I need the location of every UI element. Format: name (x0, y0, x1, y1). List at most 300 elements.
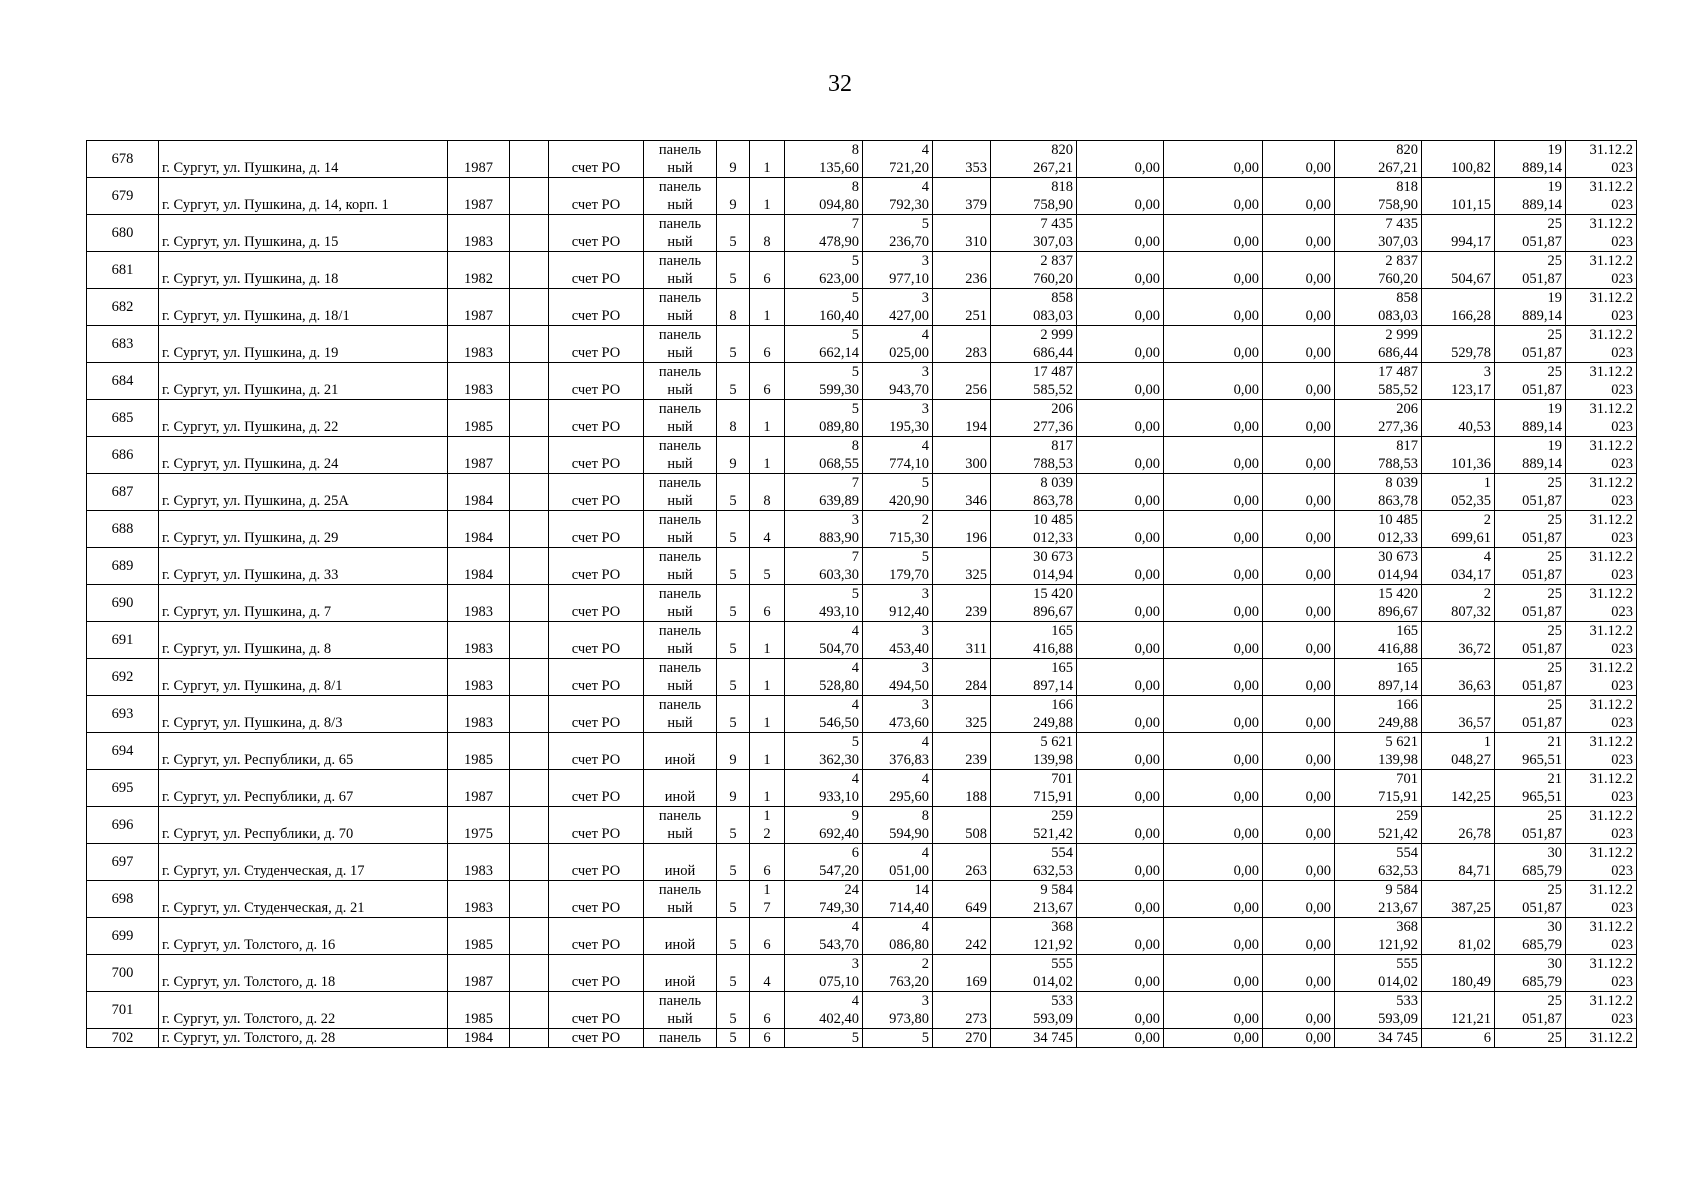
cell-line: 594,90 (889, 826, 929, 842)
cell-area-total (785, 881, 863, 918)
cell-v3: 0,00 (1263, 400, 1335, 437)
cell-v2: 0,00 (1164, 585, 1263, 622)
cell-entrances (750, 881, 785, 918)
cell-line: 023 (1611, 382, 1633, 398)
cell-line: 504,70 (819, 641, 859, 657)
cell-fund: счет РО (549, 659, 644, 696)
cell-cost (991, 844, 1077, 881)
cell-cost (991, 400, 1077, 437)
cell-line: 528,80 (819, 678, 859, 694)
cell-fund: счет РО (549, 696, 644, 733)
cell-fund: счет РО (549, 511, 644, 548)
cell-line: 376,83 (889, 752, 929, 768)
cell-entrances (750, 178, 785, 215)
cell-line: панель (658, 475, 702, 491)
cell-line: 012,33 (1378, 530, 1418, 546)
cell-v1: 0,00 (1077, 659, 1164, 696)
cell-floors: 5 (717, 474, 750, 511)
cell-fund: счет РО (549, 215, 644, 252)
cell-blank (510, 511, 549, 548)
cell-unit (1422, 289, 1495, 326)
cell-line: 81,02 (1458, 937, 1491, 953)
cell-line: 19 (1547, 290, 1562, 306)
cell-line (753, 363, 781, 381)
cell-line: 259 (1396, 808, 1418, 824)
cell-line: 31.12.2 (1589, 290, 1633, 306)
cell-area-total (785, 955, 863, 992)
cell-residents: 508 (933, 807, 991, 844)
cell-v1: 0,00 (1077, 992, 1164, 1029)
cell-entrances (750, 141, 785, 178)
cell-date (1566, 141, 1637, 178)
cell-line (1425, 252, 1491, 270)
cell-no: 699 (87, 918, 159, 955)
cell-line: 427,00 (889, 308, 929, 324)
cell-blank (510, 770, 549, 807)
cell-material (644, 881, 717, 918)
cell-line (1425, 881, 1491, 899)
cell-line: 7 (763, 900, 771, 916)
cell-v2: 0,00 (1164, 733, 1263, 770)
cell-line: 6 (763, 937, 771, 953)
cell-line: ный (667, 900, 693, 916)
cell-entrances (750, 289, 785, 326)
cell-line (753, 252, 781, 270)
cell-line: панель (658, 660, 702, 676)
cell-total (1335, 918, 1422, 955)
cell-address: г. Сургут, ул. Пушкина, д. 22 (159, 400, 448, 437)
cell-address: г. Сургут, ул. Пушкина, д. 25А (159, 474, 448, 511)
cell-blank (510, 622, 549, 659)
cell-blank (510, 178, 549, 215)
cell-area-living (863, 474, 933, 511)
cell-line: 820 (1051, 142, 1073, 158)
cell-line: 023 (1611, 826, 1633, 842)
cell-residents: 270 (933, 1029, 991, 1048)
cell-address: г. Сургут, ул. Пушкина, д. 14 (159, 141, 448, 178)
table-row (87, 622, 1637, 659)
cell-line: 31.12.2 (1589, 512, 1633, 528)
cell-v3: 0,00 (1263, 437, 1335, 474)
cell-total (1335, 733, 1422, 770)
cell-year: 1982 (448, 252, 510, 289)
cell-material (644, 252, 717, 289)
cell-line: 051,00 (889, 863, 929, 879)
cell-line: 179,70 (889, 567, 929, 583)
cell-area-total (785, 215, 863, 252)
cell-line: 5 (851, 327, 859, 343)
cell-line (1425, 918, 1491, 936)
cell-blank (510, 141, 549, 178)
cell-line: 023 (1611, 789, 1633, 805)
cell-floors: 5 (717, 807, 750, 844)
cell-line: ный (667, 604, 693, 620)
cell-cost (991, 770, 1077, 807)
cell-date (1566, 511, 1637, 548)
cell-blank (510, 844, 549, 881)
cell-v1: 0,00 (1077, 215, 1164, 252)
cell-line: 023 (1611, 160, 1633, 176)
cell-address: г. Сургут, ул. Пушкина, д. 18 (159, 252, 448, 289)
cell-no: 680 (87, 215, 159, 252)
cell-line (647, 918, 713, 936)
cell-line: 3 (921, 586, 929, 602)
cell-line: 6 (763, 271, 771, 287)
cell-line (753, 437, 781, 455)
cell-v2: 0,00 (1164, 511, 1263, 548)
cell-line: 094,80 (819, 197, 859, 213)
cell-limit (1495, 326, 1566, 363)
cell-line: 4 (921, 734, 929, 750)
cell-line: 5 (763, 567, 771, 583)
cell-line: 7 (851, 475, 859, 491)
cell-line: 807,32 (1451, 604, 1491, 620)
cell-line: панель (658, 882, 702, 898)
cell-line: 166 (1396, 697, 1418, 713)
cell-floors: 5 (717, 215, 750, 252)
cell-line: 5 (851, 401, 859, 417)
cell-material (644, 141, 717, 178)
cell-line: 26,78 (1458, 826, 1491, 842)
cell-line: ный (667, 493, 693, 509)
cell-line: 623,00 (819, 271, 859, 287)
cell-line (753, 400, 781, 418)
cell-fund: счет РО (549, 992, 644, 1029)
cell-line: 686,44 (1033, 345, 1073, 361)
cell-line: 142,25 (1451, 789, 1491, 805)
cell-line: 3 (921, 364, 929, 380)
cell-v1: 0,00 (1077, 252, 1164, 289)
cell-line: 30 (1547, 919, 1562, 935)
cell-line (753, 733, 781, 751)
cell-line: панель (658, 512, 702, 528)
cell-area-living (863, 437, 933, 474)
table-row (87, 178, 1637, 215)
cell-line: 1 (1483, 734, 1491, 750)
cell-blank (510, 326, 549, 363)
cell-line: 267,21 (1033, 160, 1073, 176)
cell-area-living (863, 770, 933, 807)
cell-v3: 0,00 (1263, 178, 1335, 215)
cell-line: 402,40 (819, 1011, 859, 1027)
cell-unit (1422, 696, 1495, 733)
cell-line: 023 (1611, 345, 1633, 361)
cell-floors: 5 (717, 992, 750, 1029)
cell-line (1425, 215, 1491, 233)
cell-line: 8 (851, 142, 859, 158)
cell-line: 051,87 (1522, 604, 1562, 620)
cell-v3: 0,00 (1263, 733, 1335, 770)
cell-area-living (863, 252, 933, 289)
cell-limit (1495, 807, 1566, 844)
cell-blank (510, 585, 549, 622)
cell-line: 259 (1051, 808, 1073, 824)
cell-line: 31.12.2 (1589, 549, 1633, 565)
cell-floors: 9 (717, 141, 750, 178)
cell-area-total (785, 437, 863, 474)
cell-floors: 8 (717, 400, 750, 437)
cell-v2: 0,00 (1164, 363, 1263, 400)
cell-line (1425, 844, 1491, 862)
cell-blank (510, 918, 549, 955)
cell-v2: 0,00 (1164, 622, 1263, 659)
cell-v2: 0,00 (1164, 437, 1263, 474)
cell-cost (991, 474, 1077, 511)
cell-entrances (750, 437, 785, 474)
cell-line: 933,10 (819, 789, 859, 805)
cell-no: 700 (87, 955, 159, 992)
cell-line: 9 584 (1040, 882, 1073, 898)
cell-line: ный (667, 160, 693, 176)
cell-line: иной (664, 937, 696, 953)
cell-line: 014,94 (1378, 567, 1418, 583)
cell-cost (991, 252, 1077, 289)
cell-line: 3 (921, 290, 929, 306)
cell-v1: 0,00 (1077, 363, 1164, 400)
cell-line: 5 (921, 216, 929, 232)
cell-total (1335, 696, 1422, 733)
cell-line: 529,78 (1451, 345, 1491, 361)
cell-line: ный (667, 345, 693, 361)
cell-area-living (863, 215, 933, 252)
cell-line: 30 673 (1378, 549, 1418, 565)
cell-floors: 5 (717, 363, 750, 400)
cell-line (1425, 141, 1491, 159)
cell-line: 023 (1611, 419, 1633, 435)
cell-cost (991, 622, 1077, 659)
cell-line: 599,30 (819, 382, 859, 398)
cell-line: 051,87 (1522, 678, 1562, 694)
cell-material (644, 807, 717, 844)
cell-line: 15 420 (1378, 586, 1418, 602)
cell-unit (1422, 992, 1495, 1029)
cell-line: 533 (1051, 993, 1073, 1009)
cell-address: г. Сургут, ул. Толстого, д. 28 (159, 1029, 448, 1048)
cell-line: 84,71 (1458, 863, 1491, 879)
cell-total (1335, 622, 1422, 659)
cell-line: 453,40 (889, 641, 929, 657)
cell-line: 3 (921, 401, 929, 417)
cell-line: 774,10 (889, 456, 929, 472)
cell-line: 4 (921, 845, 929, 861)
cell-date (1566, 548, 1637, 585)
cell-total (1335, 770, 1422, 807)
cell-line (753, 215, 781, 233)
cell-line: 7 435 (1385, 216, 1418, 232)
cell-floors: 5 (717, 326, 750, 363)
cell-line: 9 584 (1385, 882, 1418, 898)
cell-unit (1422, 733, 1495, 770)
cell-line: 034,17 (1451, 567, 1491, 583)
cell-floors: 5 (717, 881, 750, 918)
cell-v3: 0,00 (1263, 992, 1335, 1029)
cell-line: 052,35 (1451, 493, 1491, 509)
cell-line: 19 (1547, 142, 1562, 158)
cell-limit (1495, 733, 1566, 770)
cell-floors: 5 (717, 511, 750, 548)
cell-line: 31.12.2 (1589, 179, 1633, 195)
cell-line: 014,02 (1033, 974, 1073, 990)
cell-blank (510, 363, 549, 400)
cell-line: 8 039 (1040, 475, 1073, 491)
cell-no: 697 (87, 844, 159, 881)
cell-line: панель (658, 401, 702, 417)
cell-line: 555 (1051, 956, 1073, 972)
cell-area-total (785, 474, 863, 511)
cell-line: ный (667, 567, 693, 583)
cell-v2: 0,00 (1164, 955, 1263, 992)
cell-line: 4 (851, 697, 859, 713)
cell-area-living (863, 622, 933, 659)
cell-line: 701 (1396, 771, 1418, 787)
cell-line: панель (658, 253, 702, 269)
cell-v3: 0,00 (1263, 844, 1335, 881)
cell-line: 555 (1396, 956, 1418, 972)
cell-line: 9 (851, 808, 859, 824)
cell-line: 166,28 (1451, 308, 1491, 324)
cell-v2: 0,00 (1164, 252, 1263, 289)
cell-line: 897,14 (1033, 678, 1073, 694)
cell-line: 5 (921, 549, 929, 565)
cell-line: 5 (851, 253, 859, 269)
cell-cost (991, 585, 1077, 622)
cell-line (1425, 807, 1491, 825)
cell-line (753, 992, 781, 1010)
cell-area-total (785, 992, 863, 1029)
cell-material (644, 844, 717, 881)
cell-floors: 5 (717, 844, 750, 881)
cell-unit (1422, 511, 1495, 548)
cell-line: 547,20 (819, 863, 859, 879)
cell-fund: счет РО (549, 289, 644, 326)
cell-line: 1 (763, 641, 771, 657)
cell-residents: 346 (933, 474, 991, 511)
cell-line (1425, 622, 1491, 640)
cell-date (1566, 400, 1637, 437)
cell-total: 34 745 (1335, 1029, 1422, 1048)
cell-line: 023 (1611, 308, 1633, 324)
cell-date (1566, 733, 1637, 770)
cell-area-total (785, 585, 863, 622)
cell-date (1566, 881, 1637, 918)
cell-line: 139,98 (1378, 752, 1418, 768)
cell-line: 086,80 (889, 937, 929, 953)
cell-line: 36,72 (1458, 641, 1491, 657)
cell-entrances (750, 770, 785, 807)
cell-line: 5 (851, 586, 859, 602)
cell-floors: 5 (717, 548, 750, 585)
cell-material (644, 511, 717, 548)
cell-fund: счет РО (549, 955, 644, 992)
cell-v3: 0,00 (1263, 289, 1335, 326)
cell-unit (1422, 215, 1495, 252)
cell-address: г. Сургут, ул. Студенческая, д. 17 (159, 844, 448, 881)
cell-line: 965,51 (1522, 789, 1562, 805)
cell-area-total (785, 696, 863, 733)
cell-line: 4 (851, 660, 859, 676)
cell-blank (510, 696, 549, 733)
cell-unit (1422, 363, 1495, 400)
cell-line: 21 (1547, 771, 1562, 787)
cell-line: иной (664, 789, 696, 805)
cell-total (1335, 437, 1422, 474)
cell-v2: 0,00 (1164, 178, 1263, 215)
cell-line: 3 (921, 697, 929, 713)
cell-line: 792,30 (889, 197, 929, 213)
cell-line: 994,17 (1451, 234, 1491, 250)
cell-line: 521,42 (1378, 826, 1418, 842)
cell-line: 121,92 (1033, 937, 1073, 953)
cell-unit (1422, 881, 1495, 918)
cell-unit (1422, 622, 1495, 659)
cell-line: 023 (1611, 641, 1633, 657)
cell-residents: 239 (933, 585, 991, 622)
cell-cost (991, 955, 1077, 992)
cell-floors: 5 (717, 622, 750, 659)
cell-line: 7 (851, 216, 859, 232)
cell-v2: 0,00 (1164, 548, 1263, 585)
cell-address: г. Сургут, ул. Студенческая, д. 21 (159, 881, 448, 918)
cell-unit (1422, 548, 1495, 585)
cell-area-total (785, 252, 863, 289)
cell-residents: 283 (933, 326, 991, 363)
cell-line: 749,30 (819, 900, 859, 916)
cell-total (1335, 511, 1422, 548)
cell-material (644, 733, 717, 770)
cell-v1: 0,00 (1077, 474, 1164, 511)
cell-floors: 8 (717, 289, 750, 326)
cell-line: 760,20 (1378, 271, 1418, 287)
cell-line: 6 (763, 1011, 771, 1027)
cell-address: г. Сургут, ул. Республики, д. 70 (159, 807, 448, 844)
cell-residents: 169 (933, 955, 991, 992)
cell-line: ный (667, 678, 693, 694)
table-row (87, 992, 1637, 1029)
cell-line: 25 (1547, 586, 1562, 602)
cell-line: 31.12.2 (1589, 919, 1633, 935)
cell-residents: 263 (933, 844, 991, 881)
cell-v1: 0,00 (1077, 289, 1164, 326)
cell-line: 023 (1611, 974, 1633, 990)
cell-limit (1495, 622, 1566, 659)
cell-line: 19 (1547, 438, 1562, 454)
cell-fund: счет РО (549, 585, 644, 622)
cell-entrances (750, 474, 785, 511)
cell-fund: счет РО (549, 474, 644, 511)
cell-line: 15 420 (1033, 586, 1073, 602)
cell-line: 8 (851, 438, 859, 454)
cell-line: 31.12.2 (1589, 253, 1633, 269)
cell-unit (1422, 585, 1495, 622)
cell-blank (510, 548, 549, 585)
cell-cost (991, 178, 1077, 215)
cell-line: ный (667, 419, 693, 435)
table-row (87, 548, 1637, 585)
cell-line: 721,20 (889, 160, 929, 176)
cell-blank (510, 955, 549, 992)
cell-line (753, 955, 781, 973)
cell-material (644, 548, 717, 585)
table-row (87, 511, 1637, 548)
cell-line: 277,36 (1378, 419, 1418, 435)
cell-entrances (750, 918, 785, 955)
cell-limit (1495, 585, 1566, 622)
cell-line: 4 (763, 530, 771, 546)
cell-line: 36,57 (1458, 715, 1491, 731)
cell-line: 965,51 (1522, 752, 1562, 768)
cell-cost (991, 141, 1077, 178)
cell-line: панель (658, 364, 702, 380)
